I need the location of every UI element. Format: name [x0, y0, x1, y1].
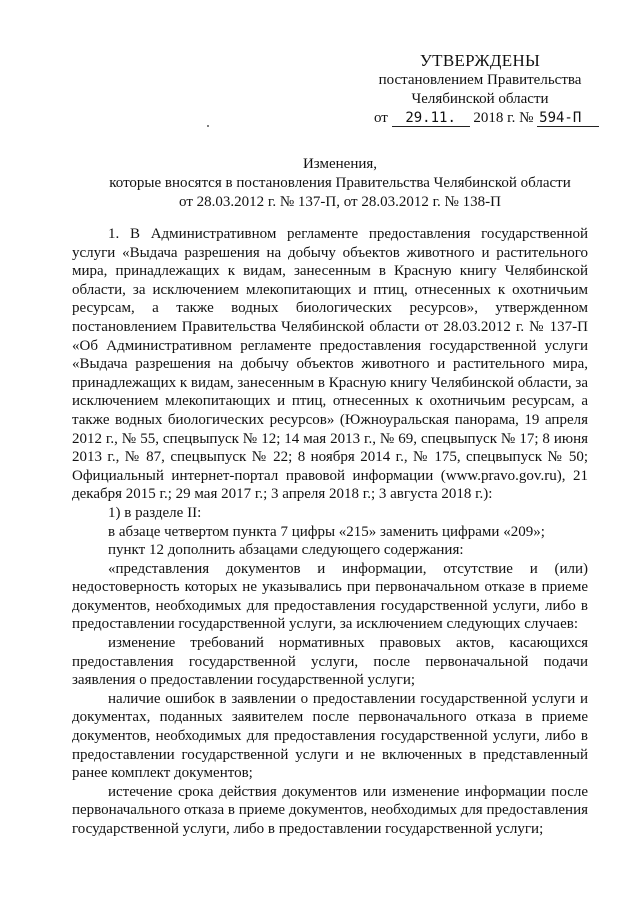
document-body	[72, 225, 588, 839]
date-prefix: от	[374, 110, 388, 126]
year-label: 2018 г. №	[473, 110, 534, 126]
approval-region: Челябинской области	[411, 91, 549, 107]
document-title	[60, 155, 620, 212]
scan-speck	[207, 125, 209, 127]
handwritten-date: 29.11.	[392, 110, 470, 127]
approval-heading: УТВЕРЖДЕНЫ	[419, 51, 541, 70]
handwritten-number: 594-П	[537, 110, 599, 127]
title-line-2: которые вносятся в постановления Правительства Челябинской области	[109, 175, 571, 191]
title-line-3: от 28.03.2012 г. № 137-П, от 28.03.2012 г. № 138-П	[179, 194, 501, 210]
approval-stamp	[360, 50, 600, 128]
paragraph-5: «представления документов и информации, отсутствие и (или) недостоверность которых не указывались при первоначальном отказе в приеме документов, необходимых для предоставления государственной услуги, либо в предоставлении государственной услуги, за исключением следующих случаев:	[72, 560, 588, 633]
paragraph-6: изменение требований нормативных правовых актов, касающихся предоставления государственной услуги, после первоначальной подачи заявления о предоставлении государственной услуги;	[72, 635, 588, 689]
paragraph-8: истечение срока действия документов или изменение информации после первоначального отказа в приеме документов, необходимых для предоставления государственной услуги, либо в предоставлении государственной услуги;	[72, 783, 588, 837]
paragraph-4: пункт 12 дополнить абзацами следующего содержания:	[108, 542, 464, 559]
approval-date-line	[360, 109, 600, 128]
title-line-1: Изменения,	[302, 156, 378, 172]
paragraph-7: наличие ошибок в заявлении о предоставлении государственной услуги и документах, поданных заявителем после первоначального отказа в приеме документов, необходимых для предоставления государственной услуги, либо в предоставлении государственной услуги и не включенных в представленный ранее комплект документов;	[72, 690, 588, 782]
approval-authority: постановлением Правительства	[378, 72, 582, 88]
paragraph-2: 1) в разделе II:	[108, 504, 202, 521]
paragraph-3: в абзаце четвертом пункта 7 цифры «215» заменить цифрами «209»;	[108, 523, 545, 540]
paragraph-1: 1. В Административном регламенте предоставления государственной услуги «Выдача разрешения на добычу объектов животного и растительного мира, принадлежащих к видам, занесенным в Красную книгу Челябинской области, за исключением млекопитающих и птиц, отнесенных к охотничьим ресурсам, а также водных биологических ресурсов», утвержденном постановлением Правительства Челябинской области от 28.03.2012 г. № 137-П «Об Административном регламенте предоставления государственной услуги «Выдача разрешения на добычу объектов животного и растительного мира, принадлежащих к видам, занесенным в Красную книгу Челябинской области, за исключением млекопитающих и птиц, отнесенных к охотничьим ресурсам, а также водных биологических ресурсов» (Южноуральская панорама, 19 апреля 2012 г., № 55, спецвыпуск № 12; 14 мая 2013 г., № 69, спецвыпуск № 17; 8 июня 2013 г., № 87, спецвыпуск № 22; 8 ноября 2014 г., № 175, спецвыпуск № 50; Официальный интернет-портал правовой информации (www.pravo.gov.ru), 21 декабря 2015 г.; 29 мая 2017 г.; 3 апреля 2018 г.; 3 августа 2018 г.):	[72, 226, 588, 503]
